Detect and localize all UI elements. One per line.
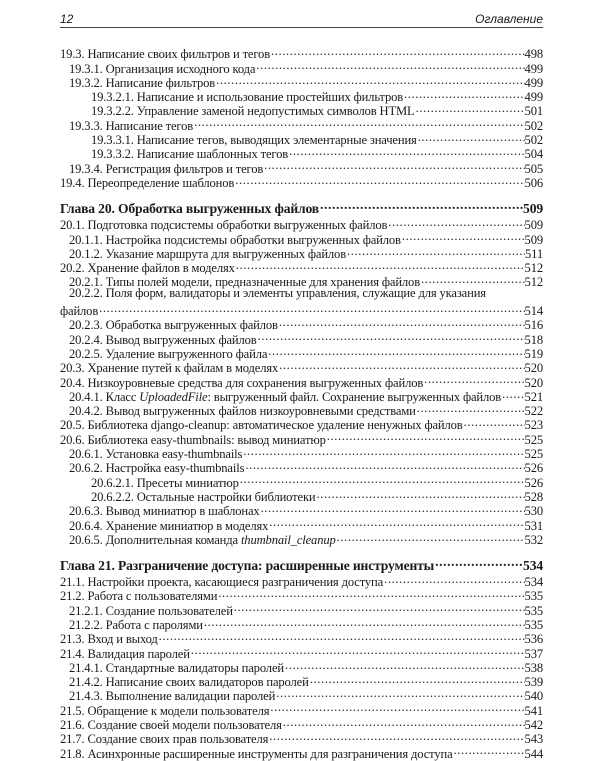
entry-number: 20.6.2. xyxy=(69,461,103,476)
entry-title: Вход и выход xyxy=(87,632,158,647)
entry-page: 506 xyxy=(524,175,543,190)
running-section-title: Оглавление xyxy=(475,12,543,26)
entry-text xyxy=(69,461,244,475)
dot-leader xyxy=(270,44,525,58)
entry-text xyxy=(60,176,234,190)
entry-title: Настройка подсистемы обработки выгруженных файлов xyxy=(105,232,401,247)
entry-title: Обработка выгруженных файлов xyxy=(117,200,320,216)
entry-page: 539 xyxy=(524,675,543,690)
entry-text xyxy=(60,632,158,646)
entry-number: 21.2.1. xyxy=(69,603,103,618)
running-header xyxy=(60,12,543,28)
toc-entry-line xyxy=(60,286,543,300)
entry-page: 535 xyxy=(524,603,543,618)
dot-leader xyxy=(275,686,524,700)
entry-title: Организация исходного кода xyxy=(105,61,256,76)
entry-number: Глава 21. xyxy=(60,557,115,573)
entry-number: 21.2.2. xyxy=(69,617,103,632)
entry-number: 20.6.5. xyxy=(69,532,103,547)
toc-entry[interactable] xyxy=(60,315,543,333)
entry-page: 542 xyxy=(524,718,543,733)
entry-number: 20.2.1. xyxy=(69,275,103,290)
dot-leader xyxy=(257,329,525,343)
dot-leader xyxy=(415,101,525,115)
entry-number: 19.3.1. xyxy=(69,61,103,76)
entry-text xyxy=(60,747,453,761)
entry-number: 20.1.2. xyxy=(69,246,103,261)
dot-leader xyxy=(244,458,524,472)
entry-page: 501 xyxy=(524,104,543,119)
entry-title: Остальные настройки библиотеки xyxy=(136,489,316,504)
entry-title: Хранение путей к файлам в моделях xyxy=(87,361,279,376)
dot-leader xyxy=(242,444,524,458)
entry-page: 511 xyxy=(525,246,543,261)
entry-page: 525 xyxy=(524,432,543,447)
entry-text xyxy=(60,718,282,732)
entry-page: 531 xyxy=(524,518,543,533)
entry-text xyxy=(60,732,268,746)
entry-number: 19.3. xyxy=(60,47,85,62)
entry-title: Настройки проекта, касающиеся разграничения доступа xyxy=(87,575,384,590)
dot-leader xyxy=(309,672,525,686)
entry-text xyxy=(60,589,217,603)
entry-page: 544 xyxy=(524,746,543,761)
entry-title: Настройка easy-thumbnails xyxy=(105,461,245,476)
entry-number: 20.6.2.1. xyxy=(91,475,134,490)
toc-entry[interactable] xyxy=(60,215,543,233)
dot-leader xyxy=(268,729,524,743)
entry-number: 19.3.4. xyxy=(69,161,103,176)
entry-page: 509 xyxy=(524,218,543,233)
entry-page: 512 xyxy=(524,275,543,290)
entry-title: Удаление выгруженного файла xyxy=(105,346,268,361)
dot-leader xyxy=(217,586,524,600)
entry-number: 20.3. xyxy=(60,361,85,376)
entry-number: 19.3.2. xyxy=(69,75,103,90)
entry-number: 20.2.3. xyxy=(69,318,103,333)
toc-chapter-heading[interactable] xyxy=(60,197,543,216)
entry-title: Написание фильтров xyxy=(105,75,216,90)
entry-page: 536 xyxy=(524,632,543,647)
entry-title: Типы полей модели, предназначенные для хранения файлов xyxy=(105,275,420,290)
entry-number: 20.2.4. xyxy=(69,332,103,347)
entry-number: 21.3. xyxy=(60,632,85,647)
entry-page: 525 xyxy=(524,447,543,462)
entry-title: Написание тегов xyxy=(105,118,194,133)
entry-page: 532 xyxy=(524,532,543,547)
entry-page: 530 xyxy=(524,504,543,519)
dot-leader xyxy=(403,87,525,101)
entry-text xyxy=(60,361,278,375)
entry-number: 21.4.2. xyxy=(69,675,103,690)
dot-leader xyxy=(423,372,524,386)
dot-leader xyxy=(193,115,524,129)
entry-page: 504 xyxy=(524,147,543,162)
entry-title: Класс xyxy=(105,389,140,404)
entry-page: 509 xyxy=(524,232,543,247)
entry-page: 543 xyxy=(524,732,543,747)
entry-text xyxy=(60,558,434,574)
dot-leader xyxy=(255,58,524,72)
entry-title: Обработка выгруженных файлов xyxy=(105,318,278,333)
entry-page: 526 xyxy=(524,475,543,490)
entry-number: 21.5. xyxy=(60,703,85,718)
entry-text xyxy=(60,218,387,232)
dot-leader xyxy=(463,415,525,429)
entry-title: Низкоуровневые средства для сохранения выгруженных файлов xyxy=(87,375,424,390)
dot-leader xyxy=(416,401,525,415)
dot-leader xyxy=(284,658,525,672)
entry-page: 514 xyxy=(524,304,543,319)
entry-number: 21.1. xyxy=(60,575,85,590)
entry-text xyxy=(60,704,269,718)
entry-text xyxy=(91,476,239,490)
entry-title-italic: thumbnail_cleanup xyxy=(240,532,336,547)
entry-number: 20.1. xyxy=(60,218,85,233)
entry-title: Хранение файлов в моделях xyxy=(87,261,235,276)
entry-page: 498 xyxy=(524,47,543,62)
dot-leader xyxy=(234,173,524,187)
entry-title: Создание своих прав пользователя xyxy=(87,732,269,747)
dot-leader xyxy=(383,572,524,586)
entry-page: 505 xyxy=(524,161,543,176)
entry-text xyxy=(69,333,257,347)
entry-title: Выполнение валидации паролей xyxy=(105,689,276,704)
entry-title: Хранение миниатюр в моделях xyxy=(105,518,269,533)
entry-page: 499 xyxy=(524,90,543,105)
dot-leader xyxy=(269,700,524,714)
entry-title: Регистрация фильтров и тегов xyxy=(105,161,264,176)
dot-leader xyxy=(453,743,525,757)
dot-leader xyxy=(420,272,525,286)
entry-number: 20.4. xyxy=(60,375,85,390)
dot-leader xyxy=(235,258,525,272)
entry-page: 518 xyxy=(524,332,543,347)
entry-title: Вывод выгруженных файлов xyxy=(105,332,257,347)
entry-text xyxy=(69,318,278,332)
dot-leader xyxy=(268,515,524,529)
entry-number: 19.3.2.2. xyxy=(91,104,134,119)
entry-title: Написание тегов, выводящих элементарные значения xyxy=(136,133,417,148)
entry-text xyxy=(91,147,288,161)
entry-page: 535 xyxy=(524,617,543,632)
entry-text xyxy=(69,76,215,90)
entry-page: 534 xyxy=(523,557,543,573)
entry-page: 535 xyxy=(524,589,543,604)
dot-leader xyxy=(278,358,524,372)
entry-title: Подготовка подсистемы обработки выгруженных файлов xyxy=(87,218,388,233)
entry-number: 19.3.2.1. xyxy=(91,90,134,105)
entry-number: 21.4.1. xyxy=(69,660,103,675)
entry-page: 520 xyxy=(524,375,543,390)
entry-title: Написание и использование простейших фильтров xyxy=(136,90,404,105)
entry-title: Валидация паролей xyxy=(87,646,190,661)
entry-title: Написание шаблонных тегов xyxy=(136,147,289,162)
dot-leader xyxy=(434,554,523,570)
entry-page: 540 xyxy=(524,689,543,704)
dot-leader xyxy=(278,315,525,329)
dot-leader xyxy=(346,244,525,258)
dot-leader xyxy=(501,387,524,401)
entry-page: 502 xyxy=(524,118,543,133)
dot-leader xyxy=(203,615,525,629)
entry-number: 19.3.3.1. xyxy=(91,133,134,148)
dot-leader xyxy=(215,73,524,87)
toc-entry[interactable] xyxy=(60,572,543,590)
entry-title: Стандартные валидаторы паролей xyxy=(105,660,284,675)
entry-number: 20.6. xyxy=(60,432,85,447)
entry-page: 523 xyxy=(524,418,543,433)
entry-title: Поля форм, валидаторы и элементы управления, служащие для указания xyxy=(105,286,486,301)
entry-text xyxy=(60,647,190,661)
toc-entry[interactable] xyxy=(60,44,543,62)
entry-title: Разграничение доступа: расширенные инструменты xyxy=(117,557,435,573)
entry-page: 512 xyxy=(524,261,543,276)
entry-page: 521 xyxy=(524,389,543,404)
entry-title: Библиотека django-cleanup: автоматическое удаление ненужных файлов xyxy=(87,418,463,433)
entry-number: Глава 20. xyxy=(60,200,115,216)
dot-leader xyxy=(336,530,525,544)
entry-text xyxy=(69,404,416,418)
entry-page: 541 xyxy=(524,703,543,718)
dot-leader xyxy=(190,643,525,657)
entry-page: 537 xyxy=(524,646,543,661)
entry-text xyxy=(69,347,267,361)
entry-number: 20.5. xyxy=(60,418,85,433)
entry-number: 21.8. xyxy=(60,746,85,761)
entry-page: 502 xyxy=(524,133,543,148)
entry-title: Указание маршрута для выгруженных файлов xyxy=(105,246,346,261)
entry-title: Установка easy-thumbnails xyxy=(105,447,243,462)
entry-text xyxy=(69,661,284,675)
dot-leader xyxy=(267,344,524,358)
entry-page: 528 xyxy=(524,489,543,504)
entry-title: Написание своих валидаторов паролей xyxy=(105,675,309,690)
entry-title: Работа с пользователями xyxy=(87,589,218,604)
entry-title: Дополнительная команда xyxy=(105,532,241,547)
entry-number: 20.2.2. xyxy=(69,286,103,301)
entry-text xyxy=(60,201,319,217)
entry-title: Вывод выгруженных файлов низкоуровневыми средствами xyxy=(105,404,416,419)
entry-title: Создание пользователей xyxy=(105,603,233,618)
entry-number: 19.3.3. xyxy=(69,118,103,133)
dot-leader xyxy=(158,629,525,643)
entry-title-continuation: файлов xyxy=(60,304,99,319)
dot-leader xyxy=(319,197,523,213)
entry-text xyxy=(69,689,275,703)
entry-title: Переопределение шаблонов xyxy=(87,175,235,190)
entry-page: 519 xyxy=(524,346,543,361)
entry-number: 20.2. xyxy=(60,261,85,276)
entry-title: Создание своей модели пользователя xyxy=(87,718,282,733)
entry-text xyxy=(60,47,270,61)
dot-leader xyxy=(401,229,525,243)
table-of-contents xyxy=(60,44,543,761)
entry-page: 534 xyxy=(524,575,543,590)
entry-number: 20.6.3. xyxy=(69,504,103,519)
entry-text xyxy=(69,675,309,689)
entry-number: 21.7. xyxy=(60,732,85,747)
dot-leader xyxy=(233,600,525,614)
dot-leader xyxy=(98,301,524,315)
entry-number: 19.3.3.2. xyxy=(91,147,134,162)
entry-number: 20.4.2. xyxy=(69,404,103,419)
entry-number: 20.4.1. xyxy=(69,389,103,404)
entry-title: Библиотека easy-thumbnails: вывод миниатюр xyxy=(87,432,326,447)
dot-leader xyxy=(417,130,525,144)
dot-leader xyxy=(282,715,525,729)
dot-leader xyxy=(316,487,525,501)
toc-entry-line xyxy=(60,301,543,319)
dot-leader xyxy=(288,144,524,158)
entry-number: 21.6. xyxy=(60,718,85,733)
entry-text xyxy=(91,90,403,104)
entry-page: 522 xyxy=(524,404,543,419)
dot-leader xyxy=(326,429,525,443)
entry-text xyxy=(69,519,268,533)
entry-number: 20.6.4. xyxy=(69,518,103,533)
entry-page: 516 xyxy=(524,318,543,333)
dot-leader xyxy=(387,215,524,229)
dot-leader xyxy=(263,158,524,172)
entry-number: 20.1.1. xyxy=(69,232,103,247)
entry-title: Пресеты миниатюр xyxy=(136,475,239,490)
entry-title: Написание своих фильтров и тегов xyxy=(87,47,271,62)
entry-text xyxy=(60,261,235,275)
toc-entry[interactable] xyxy=(60,286,543,319)
entry-number: 21.4.3. xyxy=(69,689,103,704)
entry-number: 19.4. xyxy=(60,175,85,190)
entry-title: Управление заменой недопустимых символов HTML xyxy=(136,104,415,119)
dot-leader xyxy=(239,472,525,486)
entry-number: 20.6.2.2. xyxy=(91,489,134,504)
entry-number: 21.4. xyxy=(60,646,85,661)
entry-title-rest: : выгруженный файл. Сохранение выгруженных файлов xyxy=(207,389,502,404)
entry-text xyxy=(69,504,260,518)
entry-text xyxy=(60,376,423,390)
entry-title-italic: UploadedFile xyxy=(139,389,208,404)
entry-title: Обращение к модели пользователя xyxy=(87,703,270,718)
page-number: 12 xyxy=(60,12,74,26)
entry-page: 526 xyxy=(524,461,543,476)
entry-page: 509 xyxy=(523,200,543,216)
entry-text xyxy=(69,119,193,133)
entry-page: 499 xyxy=(524,75,543,90)
entry-title: Асинхронные расширенные инструменты для разграничения доступа xyxy=(87,746,453,761)
entry-number: 20.2.5. xyxy=(69,346,103,361)
entry-number: 20.6.1. xyxy=(69,447,103,462)
entry-title: Работа с паролями xyxy=(105,617,203,632)
toc-chapter-heading[interactable] xyxy=(60,554,543,573)
entry-page: 499 xyxy=(524,61,543,76)
entry-page: 538 xyxy=(524,660,543,675)
entry-title: Вывод миниатюр в шаблонах xyxy=(105,504,260,519)
entry-page: 520 xyxy=(524,361,543,376)
entry-text xyxy=(69,447,242,461)
entry-text xyxy=(69,533,336,547)
entry-number: 21.2. xyxy=(60,589,85,604)
dot-leader xyxy=(260,501,525,515)
